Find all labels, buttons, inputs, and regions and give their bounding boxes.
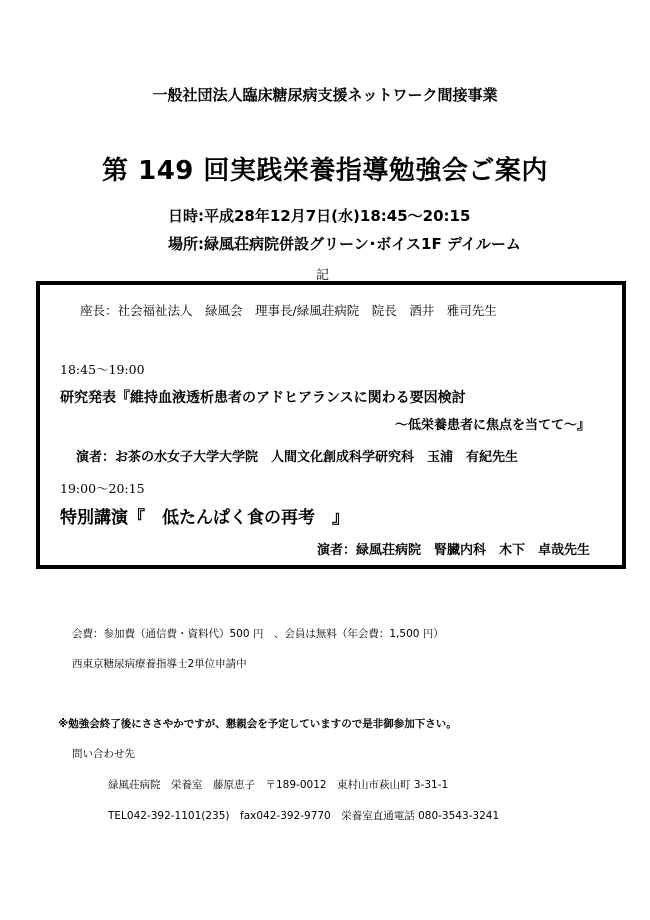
program-box — [36, 281, 626, 569]
speaker-1: 演者：お茶の水女子大学大学院 人間文化創成科学研究科 玉浦 有紀先生 — [76, 450, 519, 465]
credit-info: 西東京糖尿病療養指導士2単位申請中 — [72, 658, 247, 670]
organization-name: 一般社団法人臨床糖尿病支援ネットワーク間接事業 — [152, 86, 498, 104]
session-time-1: 18:45～19:00 — [60, 362, 145, 377]
research-presentation-title: 研究発表『維持血液透析患者のアドヒアランスに関わる要因検討 — [60, 390, 466, 406]
inquiry-label: 問い合わせ先 — [72, 748, 135, 760]
program-box-inner-border — [39, 284, 623, 566]
event-venue: 場所:緑風荘病院併設グリーン･ボイス1F デイルーム — [168, 235, 521, 253]
page-title: 第 149 回実践栄養指導勉強会ご案内 — [102, 156, 548, 186]
special-lecture-title: 特別講演『 低たんぱく食の再考 』 — [60, 508, 349, 528]
contact-address: 緑風荘病院 栄養室 藤原恵子 〒189-0012 東村山市萩山町 3-31-1 — [108, 779, 449, 791]
fee-info: 会費：参加費（通信費・資料代）500 円 、会員は無料（年会費：1,500 円） — [72, 628, 444, 640]
contact-phone: TEL042-392-1101(235) fax042-392-9770 栄養室直通電話 080-3543-3241 — [108, 810, 500, 822]
ki-mark: 記 — [316, 268, 330, 283]
reception-note: ※勉強会終了後にささやかですが、懇親会を予定していますので是非御参加下さい。 — [58, 718, 457, 730]
speaker-2: 演者：緑風荘病院 腎臓内科 木下 卓哉先生 — [316, 543, 590, 558]
event-datetime: 日時:平成28年12月7日(水)18:45～20:15 — [168, 207, 471, 225]
chairperson: 座長：社会福祉法人 緑風会 理事長/緑風荘病院 院長 酒井 雅司先生 — [80, 303, 497, 318]
session-time-2: 19:00～20:15 — [60, 481, 145, 496]
research-presentation-subtitle: ～低栄養患者に焦点を当てて～』 — [394, 418, 590, 433]
